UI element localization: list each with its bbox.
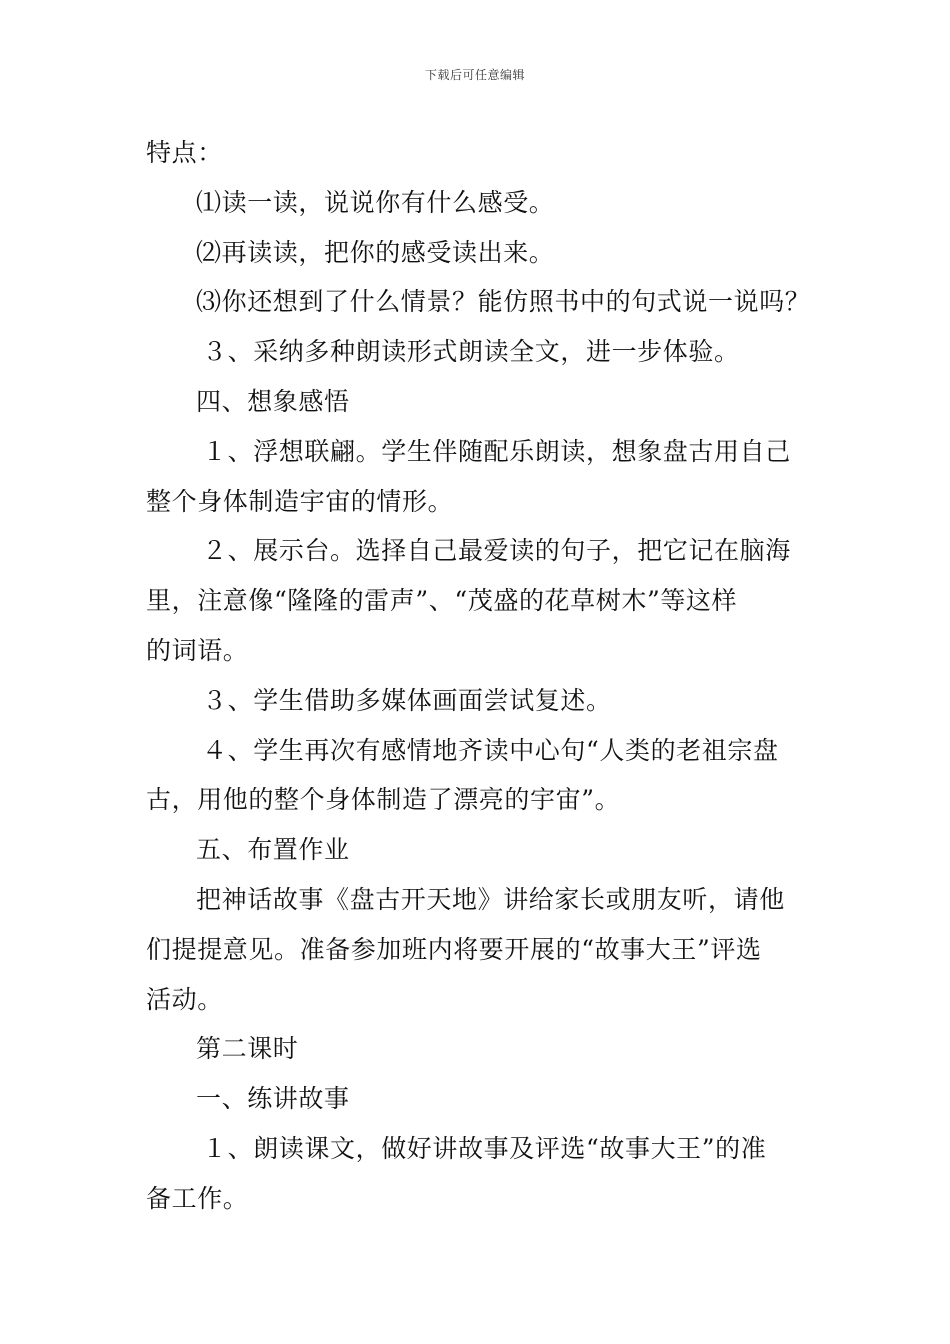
page-header: 下载后可任意编辑 [424,68,525,82]
text-line: ⑵再读读，把你的感受读出来。 [196,237,555,267]
text-line: ４、学生再次有感情地齐读中心句“人类的老祖宗盘 [202,735,779,765]
text-line: ３、采纳多种朗读形式朗读全文，进一步体验。 [202,337,740,367]
text-line: 活动。 [146,984,223,1014]
text-line: ３、学生借助多媒体画面尝试复述。 [202,685,612,715]
text-line: 备工作。 [146,1183,249,1213]
section-heading: 四、想象感悟 [196,386,350,416]
text-line: 把神话故事《盘古开天地》讲给家长或朋友听，请他 [196,884,785,914]
text-line: １、浮想联翩。学生伴随配乐朗读，想象盘古用自己 [202,436,791,466]
text-line: 们提提意见。准备参加班内将要开展的“故事大王”评选 [146,934,762,964]
lesson-heading: 第二课时 [196,1034,299,1064]
section-heading: 五、布置作业 [196,835,350,865]
text-line: 整个身体制造宇宙的情形。 [146,486,454,516]
text-line: ⑴读一读，说说你有什么感受。 [196,187,555,217]
text-line: ２、展示台。选择自己最爱读的句子，把它记在脑海 [202,536,791,566]
text-line: 里，注意像“隆隆的雷声”、“茂盛的花草树木”等这样 [146,586,738,616]
text-line: １、朗读课文，做好讲故事及评选“故事大王”的准 [202,1133,767,1163]
text-line: 古，用他的整个身体制造了漂亮的宇宙”。 [146,785,621,815]
text-line: ⑶你还想到了什么情景？能仿照书中的句式说一说吗？ [196,287,811,317]
section-heading: 一、练讲故事 [196,1084,350,1114]
text-line: 的词语。 [146,635,249,665]
text-line: 特点： [146,138,223,167]
document-body [146,128,811,1224]
